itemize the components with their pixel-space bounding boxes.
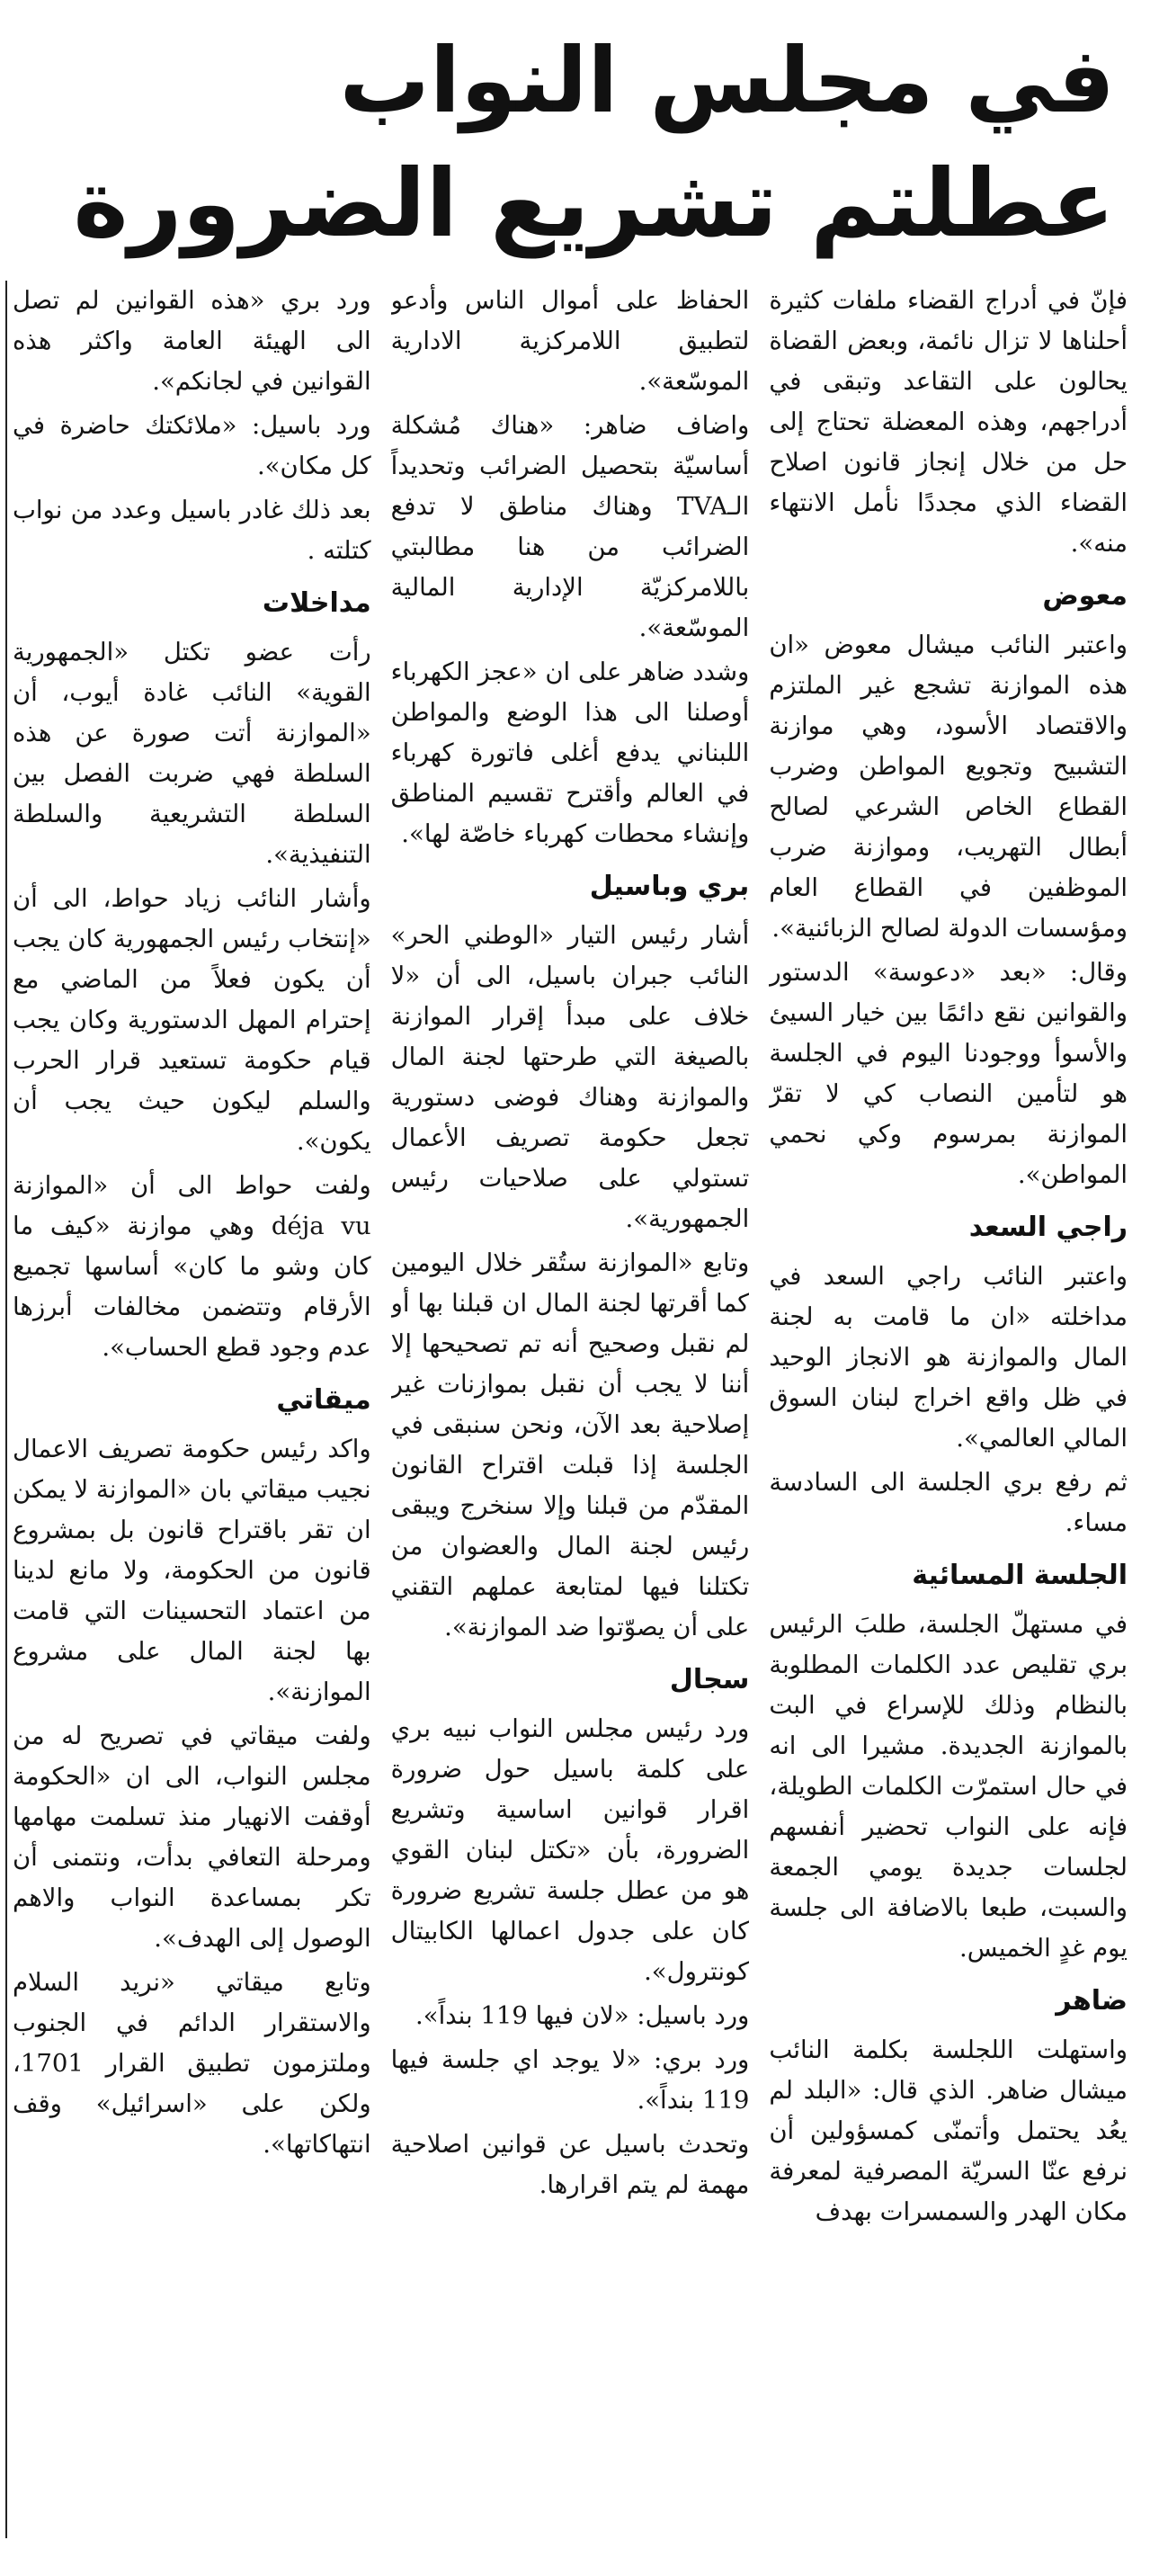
paragraph: واستهلت اللجلسة بكلمة النائب ميشال ضاهر. الذي قال: «البلد لم يعُد يحتمل وأتمنّى كمسؤولين أن نرفع عنّا السريّة المصرفية لمعرفة مكان الهدر والسمسرات بهدف bbox=[769, 2035, 1128, 2226]
column-2 bbox=[391, 281, 750, 2547]
paragraph: وتابع ميقاتي «نريد السلام والاستقرار الدائم في الجنوب وملتزمون تطبيق القرار 1701، ولكن على «اسرائيل» وقف انتهاكاتها». bbox=[12, 1968, 371, 2159]
paragraph: وتحدث باسيل عن قوانين اصلاحية مهمة لم يتم اقرارها. bbox=[390, 2130, 750, 2199]
subheading-raji-saad: راجي السعد bbox=[968, 1212, 1128, 1243]
subheading-mikati: ميقاتي bbox=[276, 1384, 371, 1416]
article-body bbox=[13, 281, 1128, 2547]
paragraph: ورد بري «هذه القوانين لم تصل الى الهيئة العامة واكثر هذه القوانين في لجانكم». bbox=[12, 286, 371, 396]
paragraph: ورد رئيس مجلس النواب نبيه بري على كلمة باسيل حول ضرورة اقرار قوانين اساسية وتشريع الضرورة، بأن «تكتل لبنان القوي هو من عطل جلسة تشريع ضرورة كان على جدول اعمالها الكابيتال كونترول». bbox=[390, 1714, 750, 1986]
paragraph: ورد بري: «لا يوجد اي جلسة فيها 119 بنداً». bbox=[390, 2045, 750, 2115]
headline-line-1: في مجلس النواب bbox=[339, 28, 1115, 133]
headline bbox=[54, 27, 1115, 259]
paragraph: ولفت ميقاتي في تصريح له من مجلس النواب، الى ان «الحكومة أوقفت الانهيار منذ تسلمت مهامها ومرحلة التعافي بدأت، ونتمنى أن تكر بمساعدة النواب والاهم الوصول إلى الهدف». bbox=[12, 1722, 371, 1953]
paragraph: فإنّ في أدراج القضاء ملفات كثيرة أحلناها لا تزال نائمة، وبعض القضاة يحالون على التقاعد وتبقى في أدراجهم، وهذه المعضلة تحتاج إلى حل من خلال إنجاز قانون اصلاح القضاء الذي مجددًا نأمل الانتهاء منه». bbox=[769, 286, 1128, 558]
subheading-moawad: معوض bbox=[1042, 580, 1128, 612]
subheading-debate: سجال bbox=[669, 1664, 750, 1695]
paragraph: واعتبر النائب راجي السعد في مداخلته «ان ما قامت به لجنة المال والموازنة هو الانجاز الوحيد في ظل واقع اخراج لبنان السوق المالي العالمي». bbox=[769, 1262, 1128, 1453]
paragraph: وتابع «الموازنة ستُقر خلال اليومين كما أقرتها لجنة المال ان قبلنا بها أو لم نقبل وصحيح أنه تم تصحيحها إلا أننا لا يجب أن نقبل بموازنات غير إصلاحية بعد الآن، ونحن سنبقى في الجلسة إذا قبلت اقتراح القانون المقدّم من قبلنا وإلا سنخرج ويبقى رئيس لجنة المال والعضوان من تكتلنا فيها لمتابعة عملهم التقني على أن يصوّتوا ضد الموازنة». bbox=[390, 1248, 750, 1641]
paragraph: واعتبر النائب ميشال معوض «ان هذه الموازنة تشجع غير الملتزم والاقتصاد الأسود، وهي موازنة التشبيح وتجويع المواطن وضرب القطاع الخاص الشرعي لصالح أبطال التهريب، وموازنة ضرب الموظفين في القطاع العام ومؤسسات الدولة لصالح الزبائنية». bbox=[769, 631, 1128, 943]
paragraph: في مستهلّ الجلسة، طلبَ الرئيس بري تقليص عدد الكلمات المطلوبة بالنظام وذلك للإسراع في البت بالموازنة الجديدة. مشيرا الى انه في حال استمرّت الكلمات الطويلة، فإنه على النواب تحضير أنفسهم لجلسات جديدة يومي الجمعة والسبت، طبعا بالاضافة الى جلسة يوم غدٍ الخميس. bbox=[769, 1610, 1128, 1963]
paragraph: وأشار النائب زياد حواط، الى أن «إنتخاب رئيس الجمهورية كان يجب أن يكون فعلاً من الماضي مع إحترام المهل الدستورية وكان يجب قيام حكومة تستعيد قرار الحرب والسلم ليكون حيث يجب أن يكون». bbox=[12, 884, 371, 1156]
paragraph: ورد باسيل: «لان فيها 119 بنداً». bbox=[415, 2001, 750, 2030]
paragraph: واكد رئيس حكومة تصريف الاعمال نجيب ميقاتي بان «الموازنة لا يمكن ان تقر باقتراح قانون بل بمشروع قانون من الحكومة، ولا مانع لدينا من اعتماد التحسينات التي قامت بها لجنة المال على مشروع الموازنة». bbox=[12, 1435, 371, 1706]
headline-line-2: عطلتم تشريع الضرورة bbox=[73, 148, 1115, 258]
subheading-evening-session: الجلسة المسائية bbox=[912, 1560, 1128, 1591]
paragraph: أشار رئيس التيار «الوطني الحر» النائب جبران باسيل، الى أن «لا خلاف على مبدأ إقرار الموازنة بالصيغة التي طرحتها لجنة المال والموازنة وهناك فوضى دستورية تجعل حكومة تصريف الأعمال تستولي على صلاحيات رئيس الجمهورية». bbox=[390, 921, 750, 1233]
paragraph: واضاف ضاهر: «هناك مُشكلة أساسيّة بتحصيل الضرائب وتحديداً الـTVA وهناك مناطق لا تدفع الضرائب من هنا مطالبتي باللامركزيّة الإدارية المالية الموسّعة». bbox=[390, 411, 750, 642]
paragraph: وشدد ضاهر على ان «عجز الكهرباء أوصلنا الى هذا الوضع والمواطن اللبناني يدفع أغلى فاتورة كهرباء في العالم وأقترح تقسيم المناطق وإنشاء محطات كهرباء خاصّة لها». bbox=[390, 657, 750, 848]
paragraph: رأت عضو تكتل «الجمهورية القوية» النائب غادة أيوب، أن «الموازنة أتت صورة عن هذه السلطة فهي ضربت الفصل بين السلطة التشريعية والسلطة التنفيذية». bbox=[12, 638, 371, 869]
subheading-daher: ضاهر bbox=[1056, 1985, 1128, 2017]
subheading-interventions: مداخلات bbox=[262, 587, 371, 619]
paragraph: بعد ذلك غادر باسيل وعدد من نواب كتلته . bbox=[12, 496, 371, 565]
paragraph: ثم رفع بري الجلسة الى السادسة مساء. bbox=[769, 1468, 1128, 1537]
column-3 bbox=[13, 281, 371, 2547]
paragraph: وقال: «بعد «دعوسة» الدستور والقوانين نقع دائمًا بين خيار السيئ والأسوأ ووجودنا اليوم في الجلسة هو لتأمين النصاب كي لا تقرّ الموازنة بمرسوم وكي نحمي المواطن». bbox=[769, 958, 1128, 1189]
paragraph: الحفاظ على أموال الناس وأدعو لتطبيق اللامركزية الادارية الموسّعة». bbox=[390, 286, 750, 396]
paragraph: ورد باسيل: «ملائكتك حاضرة في كل مكان». bbox=[12, 411, 371, 480]
paragraph: ولفت حواط الى أن «الموازنة déja vu وهي موازنة «كيف ما كان وشو ما كان» أساسها تجميع الأرقام وتتضمن مخالفات أبرزها عدم وجود قطع الحساب». bbox=[12, 1171, 371, 1362]
subheading-berri-bassil: بري وباسيل bbox=[589, 871, 750, 902]
column-1 bbox=[769, 281, 1128, 2547]
column-rule bbox=[5, 281, 7, 2538]
